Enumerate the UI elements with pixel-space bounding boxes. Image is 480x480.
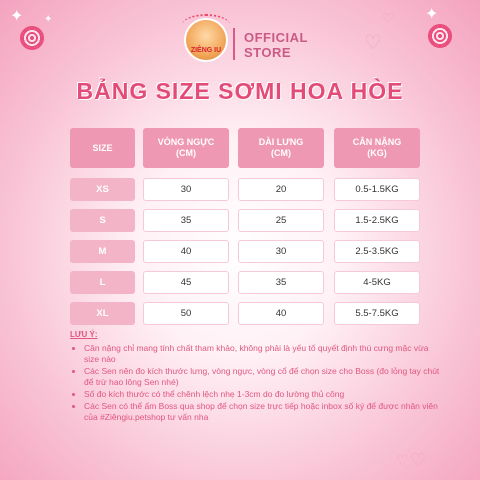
note-item: • Các Sen có thể ấm Boss qua shop để chọn size trực tiếp hoặc inbox số ký để được nhân viên của #Ziêngiu.petshop tư vấn nha <box>84 401 440 423</box>
logo-text: ZIÊNG IU <box>190 47 222 54</box>
size-label: M <box>70 240 135 263</box>
size-label: XL <box>70 302 135 325</box>
size-label: XS <box>70 178 135 201</box>
official-store-label: OFFICIAL STORE <box>244 30 308 60</box>
sparkle-icon: ✦ <box>425 6 439 23</box>
notes-section <box>70 330 440 424</box>
note-item: • Cân nặng chỉ mang tính chất tham khảo, không phải là yếu tố quyết định thú cưng mặc vừa size nào <box>84 343 440 365</box>
header-size: SIZE <box>70 128 135 168</box>
back-length-value: 40 <box>238 302 324 325</box>
back-length-value: 35 <box>238 271 324 294</box>
weight-value: 2.5-3.5KG <box>334 240 420 263</box>
heart-outline-icon: ♡ <box>382 10 395 26</box>
weight-value: 0.5-1.5KG <box>334 178 420 201</box>
notes-list <box>70 343 440 423</box>
weight-value: 5.5-7.5KG <box>334 302 420 325</box>
header-back-length: DÀI LƯNG (CM) <box>238 128 324 168</box>
brand-header <box>0 12 480 62</box>
weight-value: 1.5-2.5KG <box>334 209 420 232</box>
size-label: L <box>70 271 135 294</box>
chest-value: 35 <box>143 209 229 232</box>
shop-logo <box>186 20 226 60</box>
heart-outline-icon: ♡ <box>396 452 409 468</box>
heart-outline-icon: ♡ <box>364 32 382 54</box>
page-title: BẢNG SIZE SƠMI HOA HÒE <box>76 78 404 104</box>
chest-value: 30 <box>143 178 229 201</box>
sparkle-icon: ✦ <box>44 14 53 25</box>
weight-value: 4-5KG <box>334 271 420 294</box>
note-item: • Các Sen nên đo kích thước lưng, vòng ngực, vòng cổ để chọn size cho Boss (đo lỏng tay chút để trừ hao lông Sen nhé) <box>84 366 440 388</box>
chest-value: 50 <box>143 302 229 325</box>
header-weight: CÂN NẶNG (KG) <box>334 128 420 168</box>
note-item: • Số đo kích thước có thể chênh lệch nhẹ 1-3cm do đo lường thủ công <box>84 389 440 400</box>
back-length-value: 20 <box>238 178 324 201</box>
size-label: S <box>70 209 135 232</box>
notes-title: LƯU Ý: <box>70 330 98 339</box>
sparkle-icon: ✦ <box>10 8 24 25</box>
header-chest: VÒNG NGỰC (CM) <box>143 128 229 168</box>
brand-divider <box>233 28 235 60</box>
heart-outline-icon: ♡ <box>410 450 427 470</box>
chest-value: 40 <box>143 240 229 263</box>
chest-value: 45 <box>143 271 229 294</box>
back-length-value: 30 <box>238 240 324 263</box>
back-length-value: 25 <box>238 209 324 232</box>
